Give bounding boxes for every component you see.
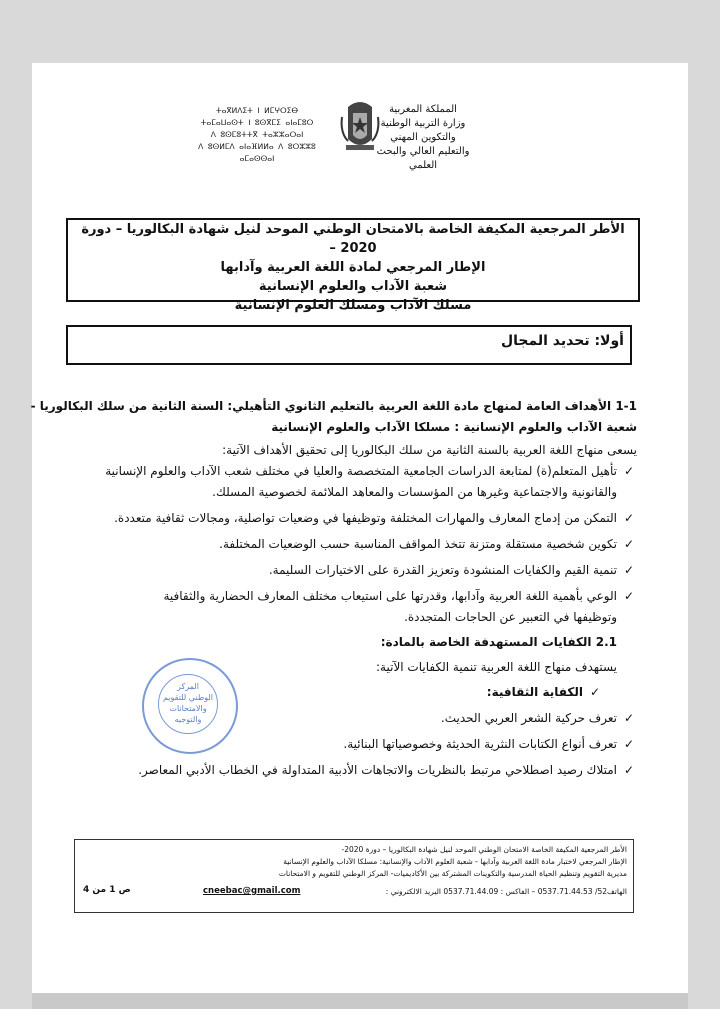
list-item-continued: وتوظيفها في التعبير عن الحاجات المتجددة. bbox=[404, 610, 617, 624]
list-item: ✓تنمية القيم والكفايات المنشودة وتعزيز القدرة على الاختيارات السليمة. bbox=[62, 560, 637, 581]
list-item: ✓تكوين شخصية مستقلة ومتزنة تتخذ المواقف المناسبة حسب الوضعيات المختلفة. bbox=[62, 534, 637, 555]
footer-line: الإطار المرجعي لاختبار مادة اللغة العربية وآدابها - شعبة العلوم الآداب والإنسانية: مسلكا الآداب والعلوم الإنسانية bbox=[283, 857, 627, 866]
list-item: ✓التمكن من إدماج المعارف والمهارات المختلفة وتوظيفها في وضعيات تواصلية، ومجالات ثقافية متعددة. bbox=[62, 508, 637, 529]
title-line: مسلك الآداب ومسلك العلوم الإنسانية bbox=[234, 298, 472, 313]
list-item-continued: والقانونية والاجتماعية وغيرها من المؤسسات والمعاهد الملائمة لخصوصية المسلك. bbox=[212, 485, 617, 499]
ministry-name-tifinagh: ⵜⴰⴳⵍⴷⵉⵜ ⵏ ⵍⵎⵖⵔⵉⴱ ⵜⴰⵎⴰⵡⴰⵙⵜ ⵏ ⵓⵙⴳⵎⵉ ⴰⵏⴰⵎⵓⵔ ⴷ ⵓⵙⵎⵓⵜⵜⴳ ⵜⴰⵣⵣⴰⵔⴰⵏ ⴷ ⵓⵙⵍⵎⴷ ⴰⵏⴰⴼⵍⵍⴰ ⴷ ⵓⵔⵣⵣⵓ ⴰⵎⴰⵙⵙⴰⵏ bbox=[198, 106, 316, 163]
page-number: ص 1 من 4 bbox=[83, 885, 131, 895]
document-title-box bbox=[66, 218, 640, 313]
document-page bbox=[32, 63, 688, 993]
checkmark-icon: ✓ bbox=[623, 589, 635, 603]
footer-email-link[interactable]: cneebac@gmail.com bbox=[203, 886, 301, 896]
title-line: الأطر المرجعية المكيفة الخاصة بالامتحان الوطني الموحد لنيل شهادة البكالوريا – دورة 2020 – bbox=[81, 222, 625, 256]
ministry-header bbox=[32, 93, 688, 171]
goals-heading: 1-1 الأهداف العامة لمنهاج مادة اللغة العربية بالتعليم الثانوي التأهيلي: السنة الثانية من سلك البكالوريا - bbox=[30, 399, 637, 413]
checkmark-icon: ✓ bbox=[589, 685, 601, 699]
section-title: أولا: تحديد المجال bbox=[501, 333, 624, 349]
document-footer bbox=[74, 839, 634, 913]
competencies-intro: يستهدف منهاج اللغة العربية تنمية الكفايات الآتية: bbox=[376, 660, 617, 674]
checkmark-icon: ✓ bbox=[623, 537, 635, 551]
coat-of-arms-icon bbox=[340, 97, 380, 153]
goals-heading-continued: شعبة الآداب والعلوم الإنسانية : مسلكا الآداب والعلوم الإنسانية bbox=[271, 420, 637, 434]
list-item: ✓تعرف حركية الشعر العربي الحديث. bbox=[62, 708, 637, 729]
footer-line: الأطر المرجعية المكيفة الخاصة الامتحان الوطني الموحد لنيل شهادة البكالوريا – دورة 2020- bbox=[341, 845, 627, 854]
cultural-competency-heading: ✓الكفاية الثقافية: bbox=[62, 682, 637, 703]
list-item: ✓امتلاك رصيد اصطلاحي مرتبط بالنظريات والاتجاهات الأدبية المتداولة في الخطاب الأدبي المعاصر. bbox=[62, 760, 637, 781]
goals-intro: يسعى منهاج اللغة العربية بالسنة الثانية من سلك البكالوريا إلى تحقيق الأهداف الآتية: bbox=[222, 443, 637, 457]
checkmark-icon: ✓ bbox=[623, 464, 635, 478]
list-item: ✓تعرف أنواع الكتابات النثرية الحديثة وخصوصياتها البنائية. bbox=[62, 734, 637, 755]
competencies-heading: 2.1 الكفايات المستهدفة الخاصة بالمادة: bbox=[380, 635, 617, 649]
section-heading-box bbox=[66, 325, 632, 365]
next-page-edge bbox=[32, 993, 688, 1009]
checkmark-icon: ✓ bbox=[623, 511, 635, 525]
checkmark-icon: ✓ bbox=[623, 711, 635, 725]
checkmark-icon: ✓ bbox=[623, 563, 635, 577]
ministry-name-arabic: المملكة المغربية وزارة التربية الوطنية والتكوين المهني والتعليم العالي والبحث العلمي bbox=[376, 104, 470, 171]
official-stamp: المركز الوطني للتقويم والامتحانات والتوجيه bbox=[142, 658, 238, 754]
footer-line: مديرية التقويم وتنظيم الحياة المدرسية والتكوينات المشتركة بين الأكاديميات- المركز الوطني للتقويم و الامتحانات bbox=[278, 869, 627, 878]
checkmark-icon: ✓ bbox=[623, 763, 635, 777]
list-item: ✓تأهيل المتعلم(ة) لمتابعة الدراسات الجامعية المتخصصة والعليا في مختلف شعب الآداب والعلوم الإنسانية bbox=[62, 461, 637, 482]
list-item: ✓الوعي بأهمية اللغة العربية وآدابها، وقدرتها على استيعاب مختلف المعارف الحضارية والثقافية bbox=[62, 586, 637, 607]
checkmark-icon: ✓ bbox=[623, 737, 635, 751]
title-line: شعبة الآداب والعلوم الإنسانية bbox=[258, 279, 448, 294]
title-line: الإطار المرجعي لمادة اللغة العربية وآدابها bbox=[220, 260, 486, 275]
footer-contact: الهاتف52/ 0537.71.44.53 – الفاكس : 0537.71.44.09 البريد الالكتروني : bbox=[385, 887, 627, 896]
